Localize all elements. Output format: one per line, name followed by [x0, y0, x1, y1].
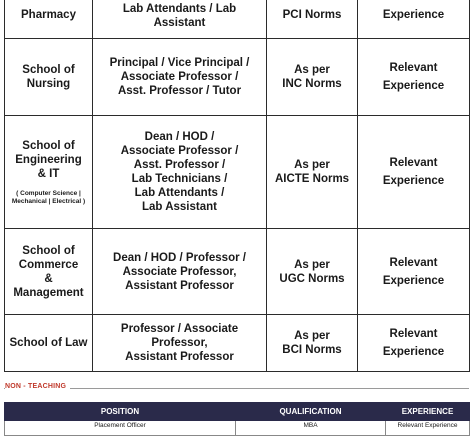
school-name: School of: [22, 244, 75, 257]
qualification-line: As per: [294, 258, 330, 271]
position-line: Lab Technicians /: [131, 173, 228, 185]
table-header-row: [5, 403, 470, 421]
position-line: Dean / HOD /: [144, 131, 215, 143]
school-cell: [5, 315, 93, 372]
table-row: [5, 421, 470, 436]
school-name: Nursing: [26, 78, 71, 90]
school-cell: [5, 116, 93, 229]
position-cell: Placement Officer: [5, 421, 236, 436]
qualification-cell: [267, 39, 358, 116]
experience-line: Experience: [382, 346, 445, 358]
column-header-experience: EXPERIENCE: [386, 403, 470, 421]
position-line: Professor / Associate Professor,: [120, 323, 239, 349]
experience-line: Relevant: [389, 256, 438, 269]
section-label: NON - TEACHING: [5, 383, 70, 390]
table-row: [5, 315, 470, 372]
experience-line: Relevant: [389, 62, 438, 74]
qualification-line: As per: [294, 159, 330, 171]
school-cell: [5, 39, 93, 116]
qualification-cell: [267, 315, 358, 372]
qualification-line: BCI Norms: [282, 344, 342, 356]
qualification-line: As per: [294, 330, 330, 342]
position-line: Lab Attendants / Lab Assistant: [122, 3, 237, 29]
qualification-cell: MBA: [236, 421, 386, 436]
non-teaching-section-header: [4, 383, 469, 393]
positions-cell: [93, 39, 267, 116]
qualification-line: UGC Norms: [279, 272, 345, 285]
positions-cell: [93, 116, 267, 229]
table-row: [5, 116, 470, 229]
school-name: School of: [22, 64, 75, 76]
position-line: Associate Professor,: [122, 265, 237, 278]
school-cell: [5, 0, 93, 39]
position-line: Lab Assistant: [142, 201, 217, 213]
school-name: School of: [22, 139, 75, 152]
experience-line: Experience: [382, 80, 445, 92]
department-list: ( Computer Science | Mechanical | Electrical ): [11, 189, 86, 205]
school-name: Management: [13, 286, 84, 299]
school-name: Commerce: [18, 258, 79, 271]
qualification-line: AICTE Norms: [274, 173, 350, 185]
experience-cell: [358, 315, 470, 372]
school-name: Engineering: [15, 153, 82, 166]
column-header-qualification: QUALIFICATION: [236, 403, 386, 421]
positions-cell: [93, 0, 267, 39]
experience-cell: [358, 0, 470, 39]
experience-line: Experience: [382, 274, 445, 287]
experience-line: Relevant: [389, 328, 438, 340]
non-teaching-table: [4, 402, 470, 436]
position-line: Principal / Vice Principal /: [109, 57, 250, 69]
position-line: Asst. Professor / Tutor: [117, 85, 242, 97]
positions-cell: [93, 229, 267, 315]
position-line: Assistant Professor: [125, 279, 234, 292]
position-line: Associate Professor /: [120, 145, 239, 157]
table-row: [5, 229, 470, 315]
school-name: & IT: [37, 167, 60, 180]
position-line: Assistant Professor: [125, 351, 234, 363]
school-name: School of Law: [9, 337, 88, 349]
table-row: [5, 0, 470, 39]
experience-cell: [358, 229, 470, 315]
school-name: &: [44, 272, 53, 285]
experience-line: Experience: [382, 9, 445, 21]
table-row: [5, 39, 470, 116]
position-line: Dean / HOD / Professor /: [113, 251, 246, 264]
section-divider: [4, 388, 469, 389]
experience-cell: [358, 39, 470, 116]
qualification-line: INC Norms: [282, 78, 342, 90]
positions-cell: [93, 315, 267, 372]
qualification-cell: [267, 116, 358, 229]
qualification-line: PCI Norms: [282, 9, 342, 21]
qualification-cell: [267, 229, 358, 315]
qualification-line: As per: [294, 64, 330, 76]
position-line: Asst. Professor /: [133, 159, 226, 171]
faculty-requirements-table: [4, 0, 470, 372]
experience-line: Relevant: [389, 157, 438, 169]
experience-line: Experience: [382, 175, 445, 187]
qualification-cell: [267, 0, 358, 39]
school-name: Pharmacy: [21, 9, 76, 21]
position-line: Lab Attendants /: [134, 187, 225, 199]
column-header-position: POSITION: [5, 403, 236, 421]
position-line: Associate Professor /: [120, 71, 239, 83]
experience-cell: [358, 116, 470, 229]
experience-cell: Relevant Experience: [386, 421, 470, 436]
school-cell: [5, 229, 93, 315]
